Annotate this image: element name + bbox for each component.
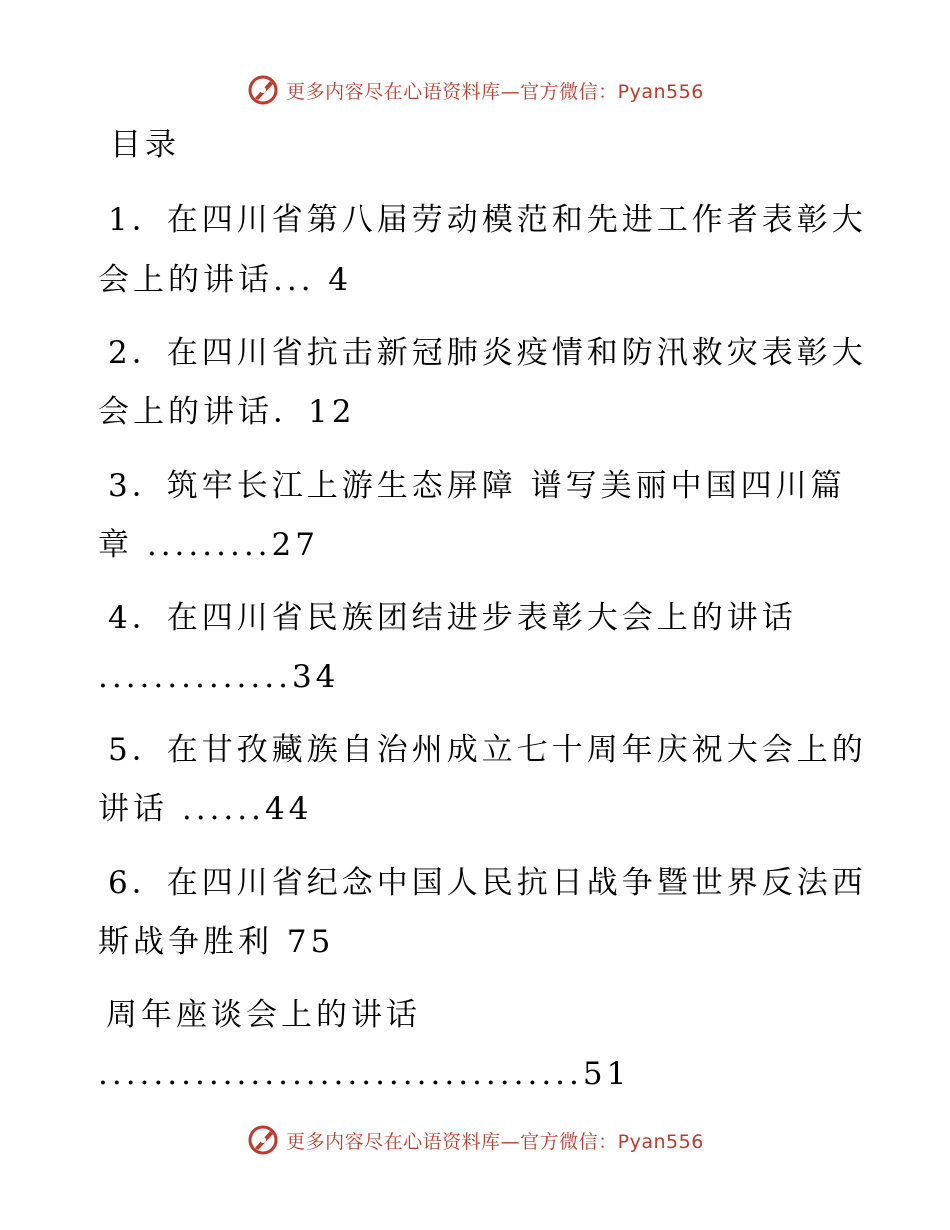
toc-item-2-line-1: 2．在四川省抗击新冠肺炎疫情和防汛救灾表彰大 [108,335,867,371]
watermark-text: 更多内容尽在心语资料库—官方微信：Pyan556 [286,80,704,103]
pen-circle-logo-icon [246,73,280,107]
toc-item-4-line-2: ..............34 [98,659,340,695]
watermark-text: 更多内容尽在心语资料库—官方微信：Pyan556 [286,1130,704,1153]
header-watermark [0,70,950,110]
footer-watermark [0,1120,950,1160]
toc-item-6-line-1: 6．在四川省纪念中国人民抗日战争暨世界反法西 [108,865,867,901]
toc-item-3-line-2: 章 .........27 [98,527,319,563]
toc-item-4-line-1: 4．在四川省民族团结进步表彰大会上的讲话 [108,600,797,636]
toc-item-6-line-2: 斯战争胜利 75 [98,924,335,960]
toc-item-5-line-2: 讲话 ......44 [98,791,313,827]
toc-item-6-line-3: 周年座谈会上的讲话 [106,997,421,1033]
toc-item-6-line-4: ...................................51 [98,1056,631,1092]
toc-item-5-line-1: 5．在甘孜藏族自治州成立七十周年庆祝大会上的 [108,732,867,768]
toc-item-2-line-2: 会上的讲话．12 [98,394,356,430]
toc-item-1-line-2: 会上的讲话... 4 [98,262,353,298]
toc-title: 目录 [110,127,180,163]
pen-circle-logo-icon [246,1123,280,1157]
toc-item-3-line-1: 3．筑牢长江上游生态屏障 谱写美丽中国四川篇 [108,468,846,504]
toc-item-1-line-1: 1．在四川省第八届劳动模范和先进工作者表彰大 [108,202,867,238]
